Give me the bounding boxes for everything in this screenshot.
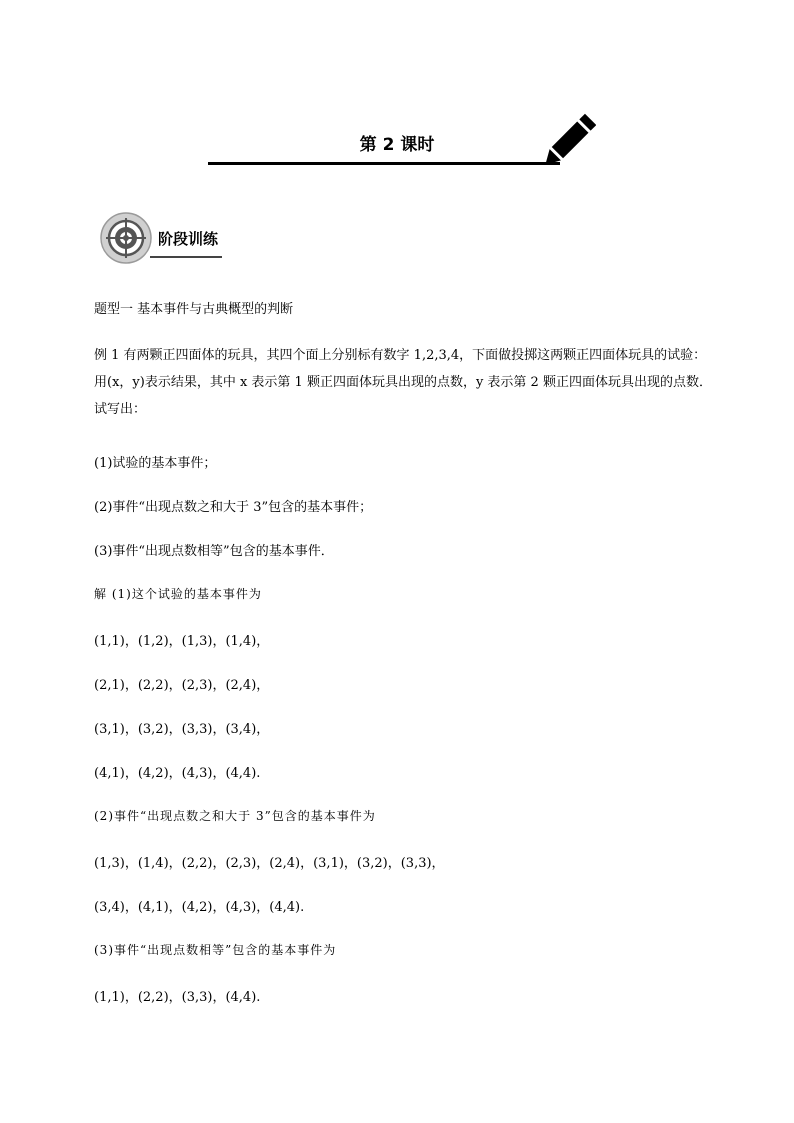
solution-row: (1,3)，(1,4)，(2,2)，(2,3)，(2,4)，(3,1)，(3,2)，(3,3)， [94, 856, 445, 871]
solution-intro: 解 (1)这个试验的基本事件为 [94, 587, 262, 601]
section-underline [150, 256, 222, 258]
solution-row: (1,1)，(2,2)，(3,3)，(4,4). [94, 990, 261, 1005]
solution-row: (4,1)，(4,2)，(4,3)，(4,4). [94, 766, 261, 781]
question-2: (2)事件“出现点数之和大于 3”包含的基本事件； [94, 500, 373, 515]
solution-part-3: (3)事件“出现点数相等”包含的基本事件为 [94, 943, 337, 957]
solution-row: (1,1)，(1,2)，(1,3)，(1,4)， [94, 634, 270, 649]
solution-row: (2,1)，(2,2)，(2,3)，(2,4)， [94, 678, 270, 693]
target-icon [100, 210, 156, 266]
solution-row: (3,4)，(4,1)，(4,2)，(4,3)，(4,4). [94, 900, 305, 915]
pencil-icon [540, 112, 596, 172]
topic-heading: 题型一 基本事件与古典概型的判断 [94, 302, 294, 317]
solution-row: (3,1)，(3,2)，(3,3)，(3,4)， [94, 722, 270, 737]
example-statement: 例 1 有两颗正四面体的玩具，其四个面上分别标有数字 1,2,3,4，下面做投掷这两颗正四面体玩具的试验：用(x，y)表示结果，其中 x 表示第 1 颗正四面体玩具出现的点数，y 表示第 2 颗正四面体玩具出现的点数．试写出： [94, 348, 712, 417]
title-underline [208, 162, 560, 165]
page-title: 第 2 课时 [359, 135, 435, 155]
question-1: (1)试验的基本事件； [94, 456, 217, 471]
section-title: 阶段训练 [158, 230, 219, 248]
question-3: (3)事件“出现点数相等”包含的基本事件． [94, 544, 334, 559]
solution-part-2: (2)事件“出现点数之和大于 3”包含的基本事件为 [94, 809, 376, 823]
